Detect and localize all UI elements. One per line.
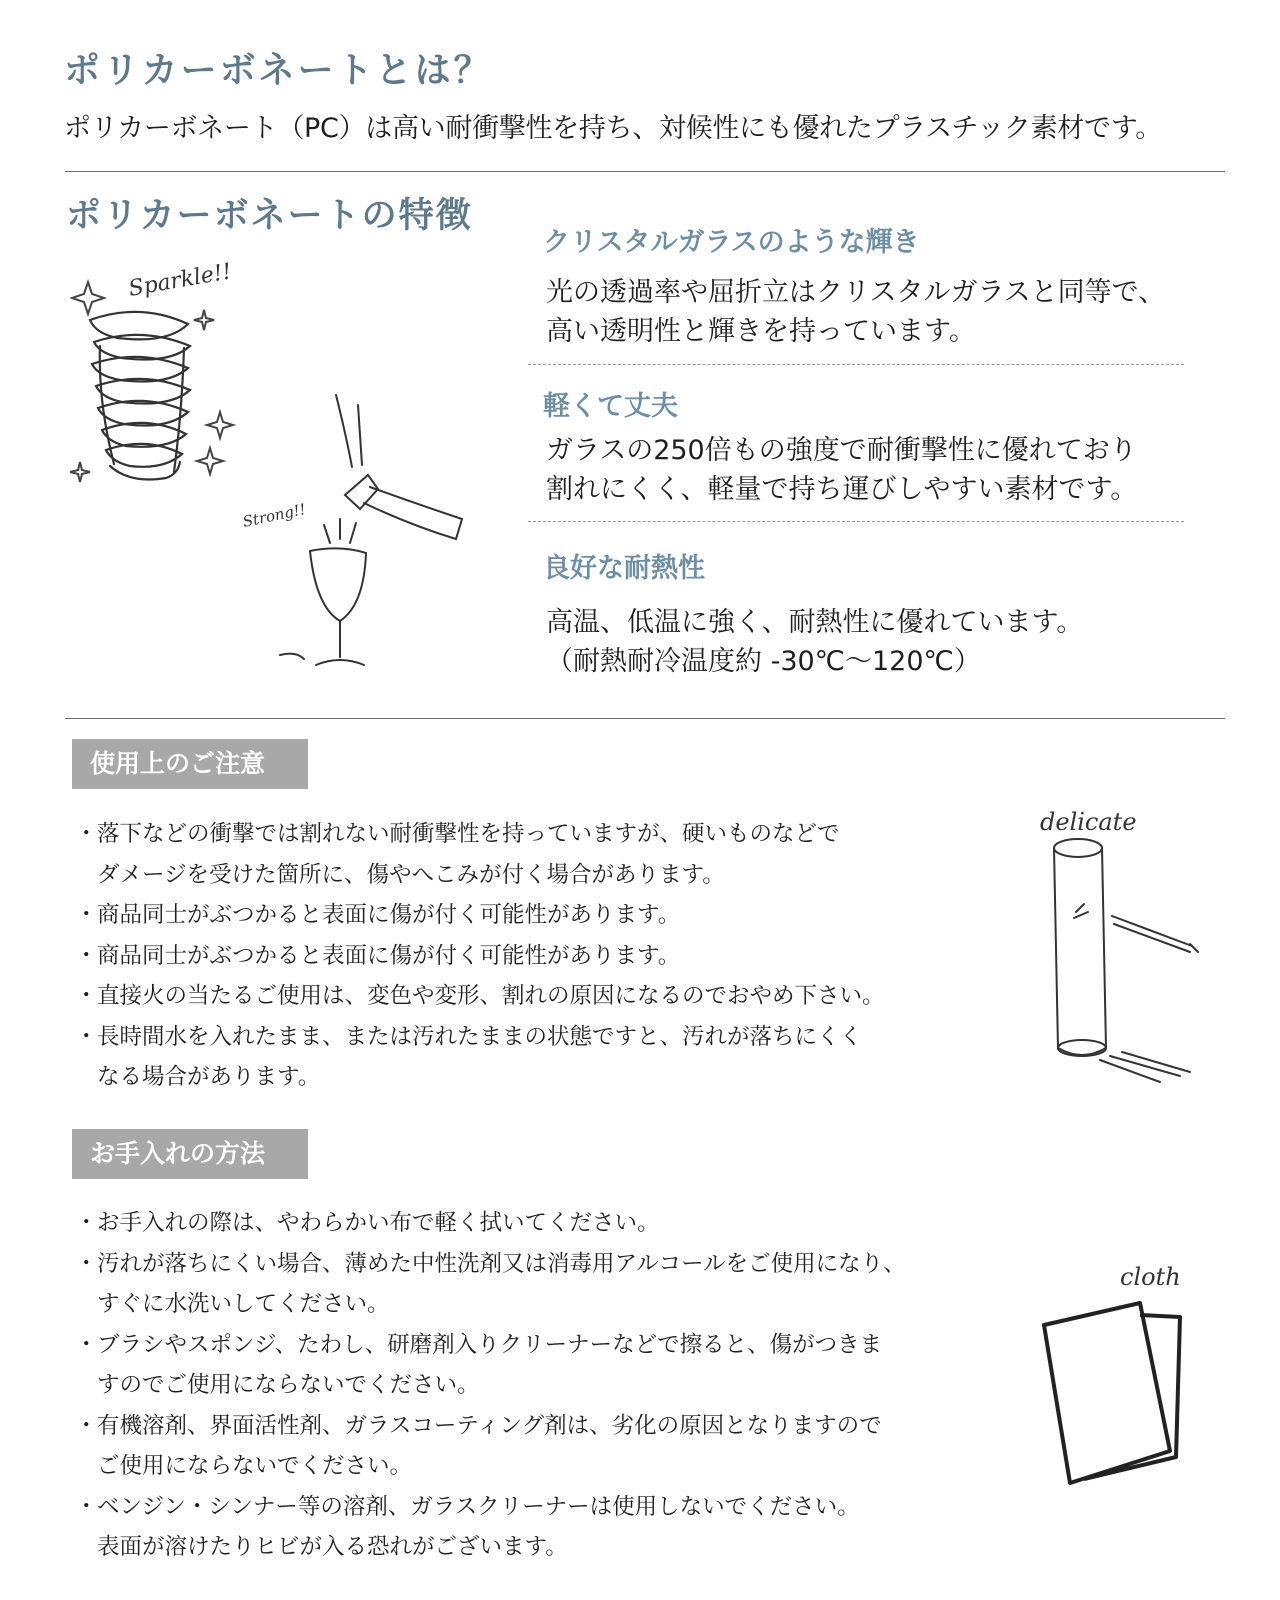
list-item <box>75 1244 906 1325</box>
list-item <box>75 895 885 936</box>
list-item <box>75 1325 906 1406</box>
feature-heading-heat: 良好な耐熱性 <box>543 553 705 584</box>
list-item <box>75 936 885 977</box>
features-title: ポリカーボネートの特徴 <box>66 196 473 236</box>
feature-text-strong <box>546 431 1137 509</box>
list-item-text: 商品同士がぶつかると表面に傷が付く可能性があります。 <box>97 942 681 969</box>
bullet-mark: ・ <box>75 983 98 1009</box>
bullet-mark: ・ <box>75 1250 98 1277</box>
bullet-mark: ・ <box>75 821 98 847</box>
strong-word: Strong!! <box>241 500 308 531</box>
text-line: ガラスの250倍もの強度で耐衝撃性に優れており <box>546 435 1137 466</box>
feature-heading-strong: 軽くて丈夫 <box>543 391 678 422</box>
feature-text-heat <box>546 603 1083 681</box>
list-item-text: 直接火の当たるご使用は、変色や変形、割れの原因になるのでおやめ下さい。 <box>97 983 885 1009</box>
hammer-glass-sketch <box>240 375 500 685</box>
sparkle-word: Sparkle!! <box>126 259 234 302</box>
text-line: 高い透明性と輝きを持っています。 <box>546 316 976 347</box>
care-list <box>75 1203 906 1568</box>
list-item <box>75 814 885 895</box>
list-item <box>75 976 885 1017</box>
list-item-text: ベンジン・シンナー等の溶剤、ガラスクリーナーは使用しないでください。 <box>97 1493 860 1520</box>
text-line: 高温、低温に強く、耐熱性に優れています。 <box>546 607 1084 638</box>
list-item-text: 長時間水を入れたまま、または汚れたままの状態ですと、汚れが落ちにくく <box>97 1023 863 1050</box>
text-line: （耐熱耐冷温度約 -30℃〜120℃） <box>546 646 981 677</box>
list-item-text: すぐに水洗いしてください。 <box>97 1291 390 1317</box>
bullet-mark: ・ <box>75 902 98 928</box>
dashed-divider <box>528 364 1184 365</box>
bullet-mark: ・ <box>75 1210 98 1236</box>
divider-top <box>65 171 1225 172</box>
divider-middle <box>65 718 1225 719</box>
list-item-text: すのでご使用にならないでください。 <box>97 1372 480 1398</box>
bullet-mark: ・ <box>75 1412 98 1439</box>
list-item-text: ダメージを受けた箇所に、傷やへこみが付く場合があります。 <box>97 861 725 888</box>
feature-text-sparkle <box>546 273 1165 351</box>
bullet-mark: ・ <box>75 1493 98 1520</box>
list-item-text: お手入れの際は、やわらかい布で軽く拭いてください。 <box>97 1210 660 1236</box>
caution-label: 使用上のご注意 <box>72 739 308 789</box>
list-item <box>75 1017 885 1098</box>
list-item-text: 落下などの衝撃では割れない耐衝撃性を持っていますが、硬いものなどで <box>97 821 840 847</box>
cloth-sketch <box>1040 1255 1230 1505</box>
cloth-word: cloth <box>1120 1263 1181 1291</box>
list-item <box>75 1406 906 1487</box>
list-item <box>75 1487 906 1568</box>
bullet-mark: ・ <box>75 1331 98 1358</box>
bullet-mark: ・ <box>75 1023 98 1050</box>
list-item-text: 商品同士がぶつかると表面に傷が付く可能性があります。 <box>97 902 681 928</box>
list-item-text: ご使用にならないでください。 <box>97 1453 413 1479</box>
text-line: 割れにくく、軽量で持ち運びしやすい素材です。 <box>546 474 1138 505</box>
intro-text: ポリカーボネート（PC）は高い耐衝撃性を持ち、対候性にも優れたプラスチック素材です。 <box>64 113 1162 144</box>
bullet-mark: ・ <box>75 942 98 969</box>
text-line: 光の透過率や屈折立はクリスタルガラスと同等で、 <box>546 277 1166 308</box>
care-label: お手入れの方法 <box>72 1129 308 1179</box>
intro-title: ポリカーボネートとは？ <box>64 50 493 91</box>
caution-list <box>75 814 885 1098</box>
delicate-word: delicate <box>1040 808 1137 836</box>
delicate-glass-sketch <box>1040 800 1230 1100</box>
dashed-divider <box>528 521 1184 522</box>
list-item-text: 表面が溶けたりヒビが入る恐れがございます。 <box>97 1534 568 1560</box>
list-item-text: 汚れが落ちにくい場合、薄めた中性洗剤又は消毒用アルコールをご使用になり、 <box>97 1250 906 1277</box>
list-item <box>75 1203 906 1244</box>
list-item-text: なる場合があります。 <box>97 1064 321 1090</box>
list-item-text: ブラシやスポンジ、たわし、研磨剤入りクリーナーなどで擦ると、傷がつきま <box>97 1331 883 1358</box>
feature-heading-sparkle: クリスタルガラスのような輝き <box>543 227 920 258</box>
list-item-text: 有機溶剤、界面活性剤、ガラスコーティング剤は、劣化の原因となりますので <box>97 1412 882 1439</box>
